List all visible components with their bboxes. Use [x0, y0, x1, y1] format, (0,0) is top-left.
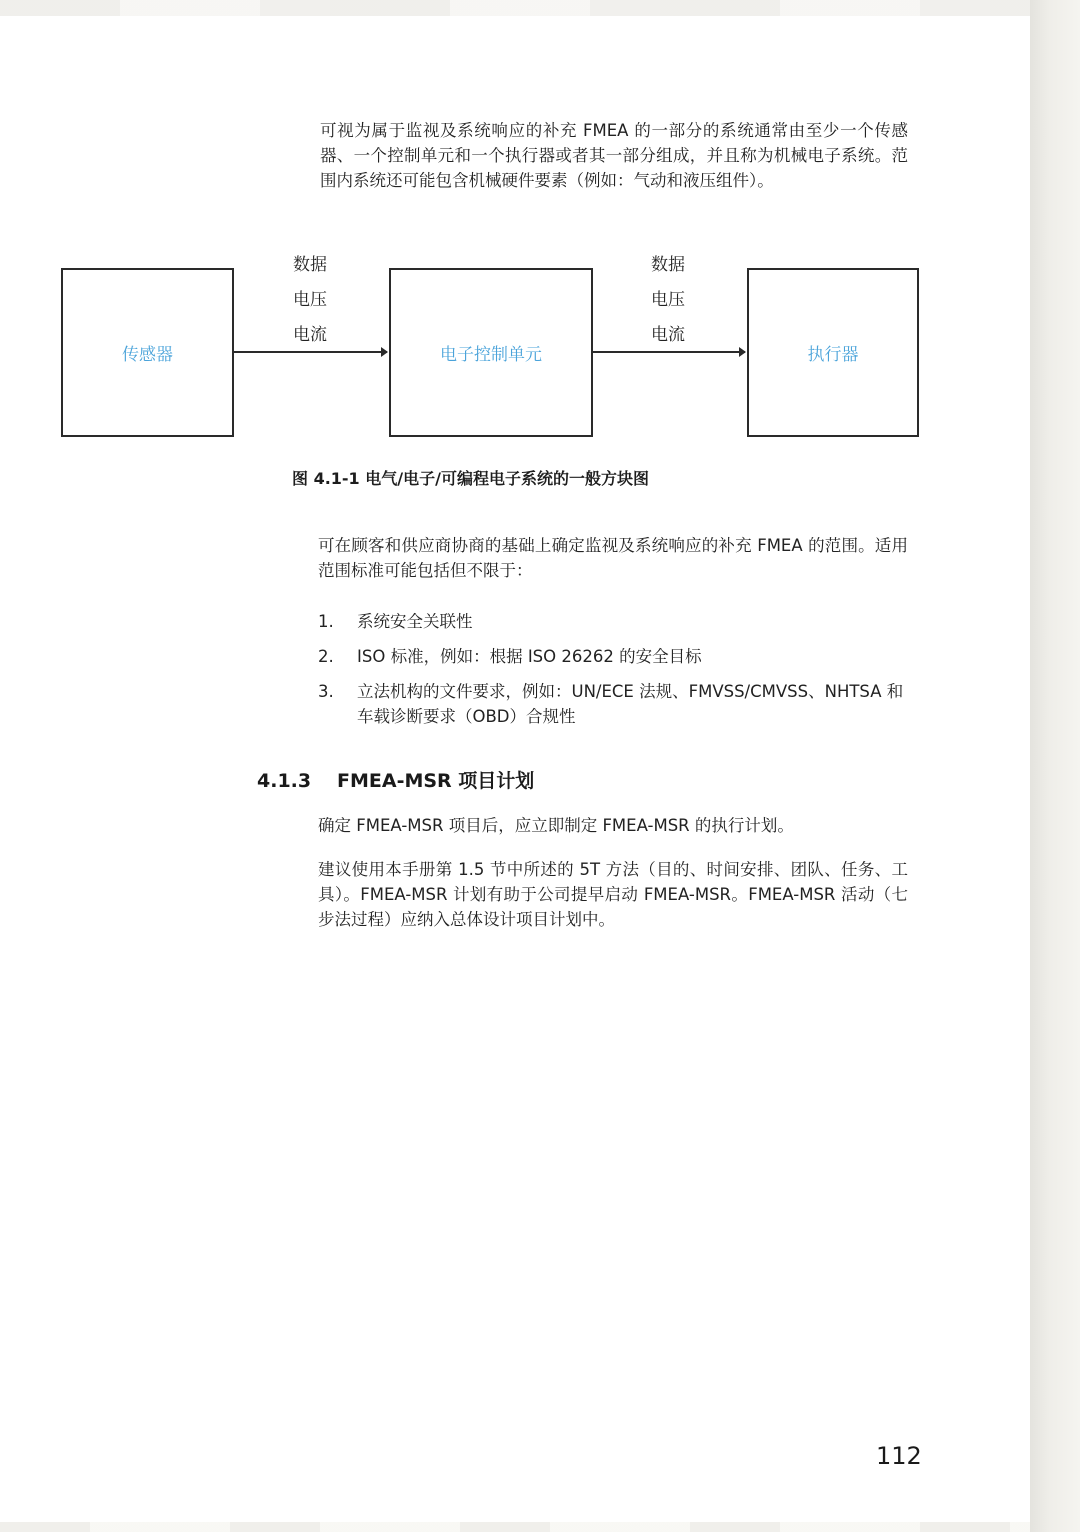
figure-caption: 图 4.1-1 电气/电子/可编程电子系统的一般方块图 [292, 469, 649, 488]
sensor-block [61, 268, 234, 437]
actuator-block-label: 执行器 [807, 345, 859, 365]
list-item-text: ISO 标准，例如：根据 ISO 26262 的安全目标 [357, 647, 702, 666]
list-item-number: 2. [318, 647, 334, 666]
scope-list [318, 609, 918, 739]
signal-label-current: 电流 [651, 325, 685, 345]
section-paragraph-2: 建议使用本手册第 1.5 节中所述的 5T 方法（目的、时间安排、团队、任务、工具）。FMEA-MSR 计划有助于公司提早启动 FMEA-MSR。FMEA-MSR 活动（七步法过程）应纳入总体设计项目计划中。 [318, 860, 908, 929]
ecu-block [389, 268, 593, 437]
list-item-text: 立法机构的文件要求，例如：UN/ECE 法规、FMVSS/CMVSS、NHTSA 和车载诊断要求（OBD）合规性 [357, 682, 904, 726]
signal-labels-sensor-to-ecu [293, 248, 327, 353]
list-item [318, 609, 918, 634]
scope-paragraph: 可在顾客和供应商协商的基础上确定监视及系统响应的补充 FMEA 的范围。适用范围标准可能包括但不限于： [318, 536, 908, 580]
signal-label-voltage: 电压 [293, 290, 327, 310]
signal-label-data: 数据 [651, 255, 685, 275]
section-heading [257, 766, 534, 793]
sensor-block-label: 传感器 [122, 345, 173, 365]
page-bottom-edge [0, 1522, 1030, 1532]
signal-label-data: 数据 [293, 255, 327, 275]
list-item [318, 644, 918, 669]
list-item [318, 679, 918, 729]
ecu-block-label: 电子控制单元 [440, 345, 542, 365]
arrow-ecu-to-actuator [593, 351, 745, 353]
list-item-number: 3. [318, 682, 334, 701]
page-number: 112 [876, 1442, 922, 1470]
signal-label-voltage: 电压 [651, 290, 685, 310]
list-item-number: 1. [318, 612, 334, 631]
section-paragraph-1: 确定 FMEA-MSR 项目后，应立即制定 FMEA-MSR 的执行计划。 [318, 816, 794, 835]
scan-margin [1030, 0, 1080, 1532]
actuator-block [747, 268, 919, 437]
section-title: FMEA-MSR 项目计划 [337, 770, 535, 792]
arrow-sensor-to-ecu [234, 351, 387, 353]
list-item-text: 系统安全关联性 [357, 612, 473, 631]
intro-paragraph: 可视为属于监视及系统响应的补充 FMEA 的一部分的系统通常由至少一个传感器、一个控制单元和一个执行器或者其一部分组成，并且称为机械电子系统。范围内系统还可能包含机械硬件要素（例如：气动和液压组件）。 [320, 121, 908, 190]
section-number: 4.1.3 [257, 770, 312, 792]
page-top-edge [0, 0, 1030, 16]
signal-labels-ecu-to-actuator [651, 248, 685, 353]
signal-label-current: 电流 [293, 325, 327, 345]
